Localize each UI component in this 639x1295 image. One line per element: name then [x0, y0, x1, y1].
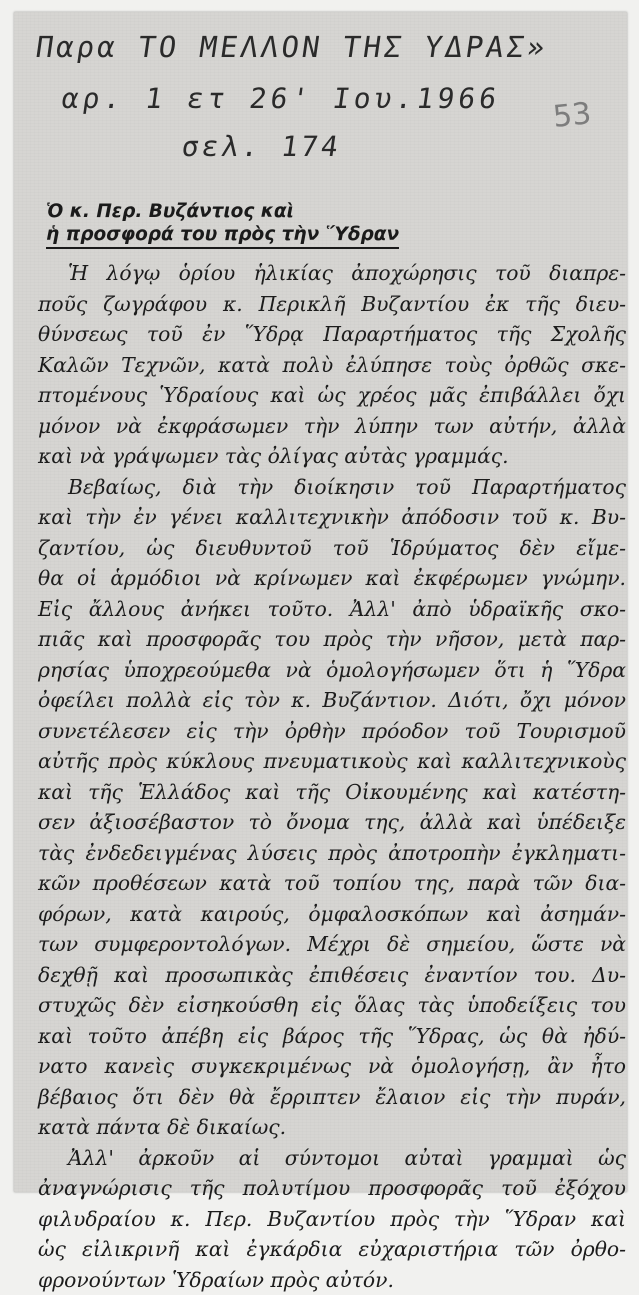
article-line: φιλυδραίου κ. Περ. Βυζαντίου πρὸς τὴν Ὕδραν καὶ	[38, 1204, 626, 1235]
article-line: στυχῶς δὲν εἰσηκούσθη εἰς ὅλας τὰς ὑποδείξεις του	[38, 990, 626, 1021]
article-line: κῶν προθέσεων κατὰ τοῦ τοπίου της, παρὰ τῶν δια-	[38, 868, 626, 899]
article-line: ζαντίου, ὡς διευθυντοῦ τοῦ Ἱδρύματος δὲν εἴμε-	[38, 533, 626, 564]
article-line: Εἰς ἄλλους ἀνήκει τοῦτο. Ἀλλ' ἀπὸ ὑδραϊκῆς σκο-	[38, 594, 626, 625]
article-line: τὰς ἐνδεδειγμένας λύσεις πρὸς ἀποτροπὴν ἐγκληματι-	[38, 838, 626, 869]
article-headline	[46, 200, 446, 249]
headline-line-2: ἡ προσφορά του πρὸς τὴν Ὕδραν	[46, 223, 399, 249]
article-line: ὡς εἰλικρινῆ καὶ ἐγκάρδια εὐχαριστήρια τῶν ὀρθο-	[38, 1234, 626, 1265]
article-line: πτομένους Ὑδραίους καὶ ὡς χρέος μᾶς ἐπιβάλλει ὄχι	[38, 380, 626, 411]
article-line: των συμφεροντολόγων. Μέχρι δὲ σημείου, ὥστε νὰ	[38, 929, 626, 960]
article-body	[38, 258, 626, 1295]
article-line: κατὰ πάντα δὲ δικαίως.	[38, 1112, 626, 1143]
article-line: Καλῶν Τεχνῶν, κατὰ πολὺ ἐλύπησε τοὺς ὀρθῶς σκε-	[38, 350, 626, 381]
article-line: θύνσεως τοῦ ἐν Ὕδρᾳ Παραρτήματος τῆς Σχολῆς	[38, 319, 626, 350]
article-line: βέβαιος ὅτι δὲν θὰ ἔρριπτεν ἔλαιον εἰς τὴν πυράν,	[38, 1082, 626, 1113]
article-line: ρησίας ὑποχρεούμεθα νὰ ὁμολογήσωμεν ὅτι ἡ Ὕδρα	[38, 655, 626, 686]
article-line: Βεβαίως, διὰ τὴν διοίκησιν τοῦ Παραρτήματος	[38, 472, 626, 503]
article-line: αὐτῆς πρὸς κύκλους πνευματικοὺς καὶ καλλιτεχνικοὺς	[38, 746, 626, 777]
article-line: πιᾶς καὶ προσφορᾶς του πρὸς τὴν νῆσον, μετὰ παρ-	[38, 624, 626, 655]
archive-page-number: 53	[551, 96, 593, 135]
article-line: σεν ἀξιοσέβαστον τὸ ὄνομα της, ἀλλὰ καὶ ὑπέδειξε	[38, 807, 626, 838]
article-paragraph	[38, 472, 626, 1143]
article-line: καὶ τοῦτο ἀπέβη εἰς βάρος τῆς Ὕδρας, ὡς θὰ ἠδύ-	[38, 1021, 626, 1052]
article-line: δεχθῇ καὶ προσωπικὰς ἐπιθέσεις ἐναντίον του. Δυ-	[38, 960, 626, 991]
article-line: θα οἱ ἁρμόδιοι νὰ κρίνωμεν καὶ ἐκφέρωμεν γνώμην.	[38, 563, 626, 594]
handwritten-issue-date: αρ. 1 ετ 26' Ιου.1966	[60, 82, 503, 115]
article-line: ὀφείλει πολλὰ εἰς τὸν κ. Βυζάντιον. Διότι, ὄχι μόνον	[38, 685, 626, 716]
handwritten-page-ref: σελ. 174	[180, 130, 343, 163]
article-paragraph	[38, 258, 626, 472]
handwritten-source-note: Παρα ΤΟ ΜΕΛΛΟΝ ΤΗΣ ΥΔΡΑΣ»	[34, 30, 550, 64]
article-line: φόρων, κατὰ καιρούς, ὀμφαλοσκόπων καὶ ἀσημάν-	[38, 899, 626, 930]
article-line: φρονούντων Ὑδραίων πρὸς αὐτόν.	[38, 1265, 626, 1295]
article-line: καὶ τῆς Ἑλλάδος καὶ τῆς Οἰκουμένης καὶ κατέστη-	[38, 777, 626, 808]
article-line: ποῦς ζωγράφου κ. Περικλῆ Βυζαντίου ἐκ τῆς διευ-	[38, 289, 626, 320]
article-line: συνετέλεσεν εἰς τὴν ὀρθὴν πρόοδον τοῦ Τουρισμοῦ	[38, 716, 626, 747]
article-line: καὶ τὴν ἐν γένει καλλιτεχνικὴν ἀπόδοσιν τοῦ κ. Βυ-	[38, 502, 626, 533]
article-line: ἀναγνώρισις τῆς πολυτίμου προσφορᾶς τοῦ ἐξόχου	[38, 1173, 626, 1204]
article-line: Ἡ λόγῳ ὁρίου ἡλικίας ἀποχώρησις τοῦ διαπρε-	[38, 258, 626, 289]
article-line: Ἀλλ' ἀρκοῦν αἱ σύντομοι αὐταὶ γραμμαὶ ὡς	[38, 1143, 626, 1174]
article-line: μόνον νὰ ἐκφράσωμεν τὴν λύπην των αὐτήν, ἀλλὰ	[38, 411, 626, 442]
newspaper-clipping	[14, 12, 627, 1192]
article-line: καὶ νὰ γράψωμεν τὰς ὀλίγας αὐτὰς γραμμάς.	[38, 441, 626, 472]
headline-line-1: Ὁ κ. Περ. Βυζάντιος καὶ	[46, 200, 446, 223]
article-line: νατο κανεὶς συγκεκριμένως νὰ ὁμολογήσῃ, ἂν ἦτο	[38, 1051, 626, 1082]
article-paragraph	[38, 1143, 626, 1295]
